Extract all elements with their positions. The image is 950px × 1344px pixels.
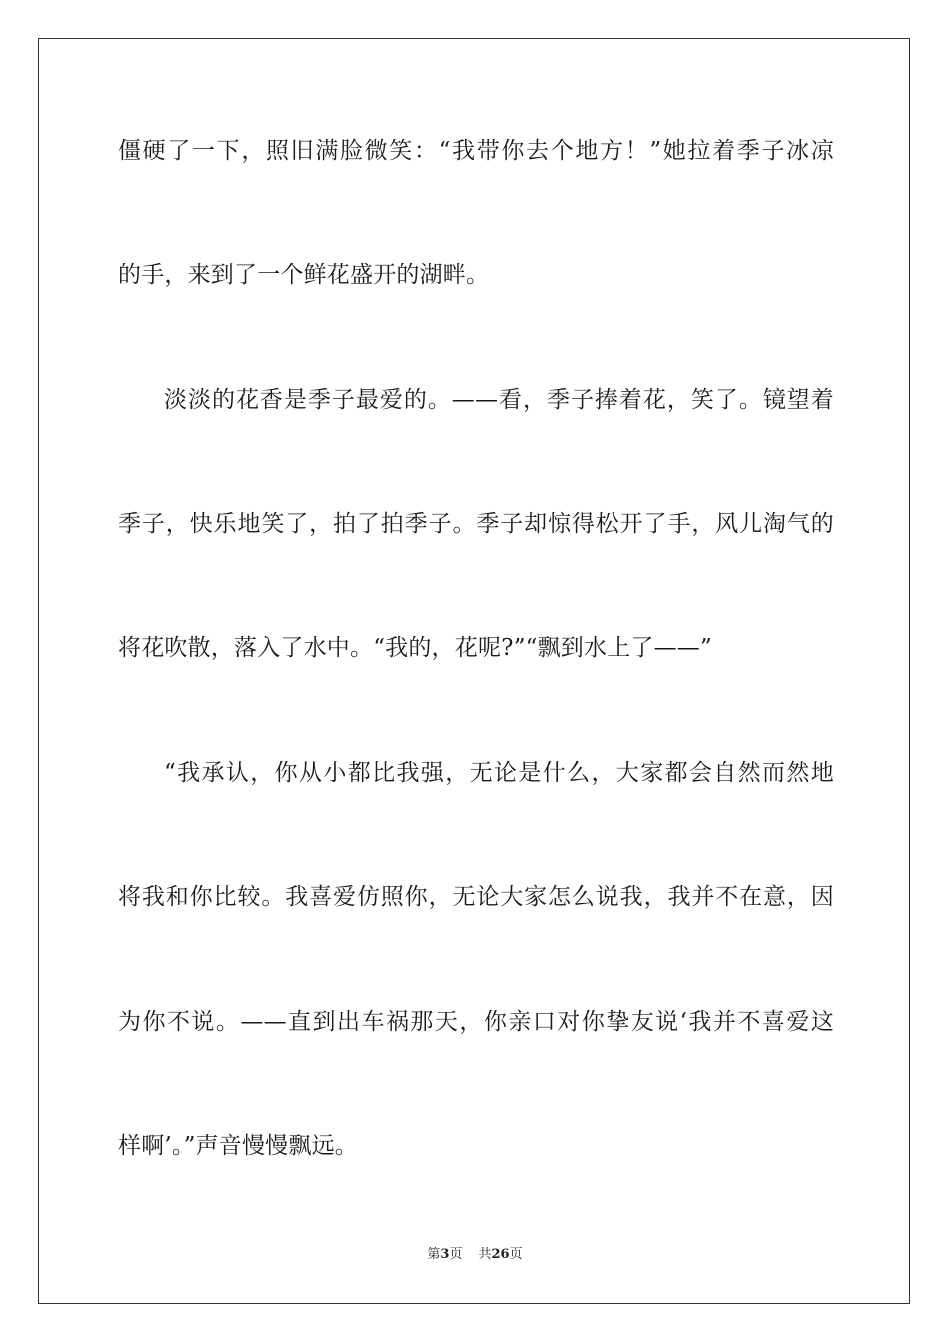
page-footer xyxy=(0,1246,950,1264)
total-suffix: 页 xyxy=(509,1247,523,1262)
paragraph-line-5: 将花吹散，落入了水中。“我的，花呢?”“飘到水上了——” xyxy=(118,635,712,661)
paragraph-line-6: “我承认，你从小都比我强，无论是什么，大家都会自然而然地 xyxy=(164,760,834,786)
paragraph-line-3: 淡淡的花香是季子最爱的。——看，季子捧着花，笑了。镜望着 xyxy=(164,387,834,413)
page-suffix: 页 xyxy=(449,1247,463,1262)
page-prefix: 第 xyxy=(427,1247,441,1262)
paragraph-line-4: 季子，快乐地笑了，拍了拍季子。季子却惊得松开了手，风儿淘气的 xyxy=(118,511,834,537)
paragraph-line-2: 的手，来到了一个鲜花盛开的湖畔。 xyxy=(118,262,490,288)
total-prefix: 共 xyxy=(478,1247,492,1262)
total-pages: 26 xyxy=(491,1247,510,1262)
paragraph-line-9: 样啊’。”声音慢慢飘远。 xyxy=(118,1133,358,1159)
page-border xyxy=(38,38,910,1304)
paragraph-line-1: 僵硬了一下，照旧满脸微笑：“我带你去个地方！”她拉着季子冰凉 xyxy=(118,138,834,164)
paragraph-line-8: 为你不说。——直到出车祸那天，你亲口对你挚友说‘我并不喜爱这 xyxy=(118,1009,834,1035)
page-number: 3 xyxy=(440,1247,450,1262)
paragraph-line-7: 将我和你比较。我喜爱仿照你，无论大家怎么说我，我并不在意，因 xyxy=(118,884,834,910)
